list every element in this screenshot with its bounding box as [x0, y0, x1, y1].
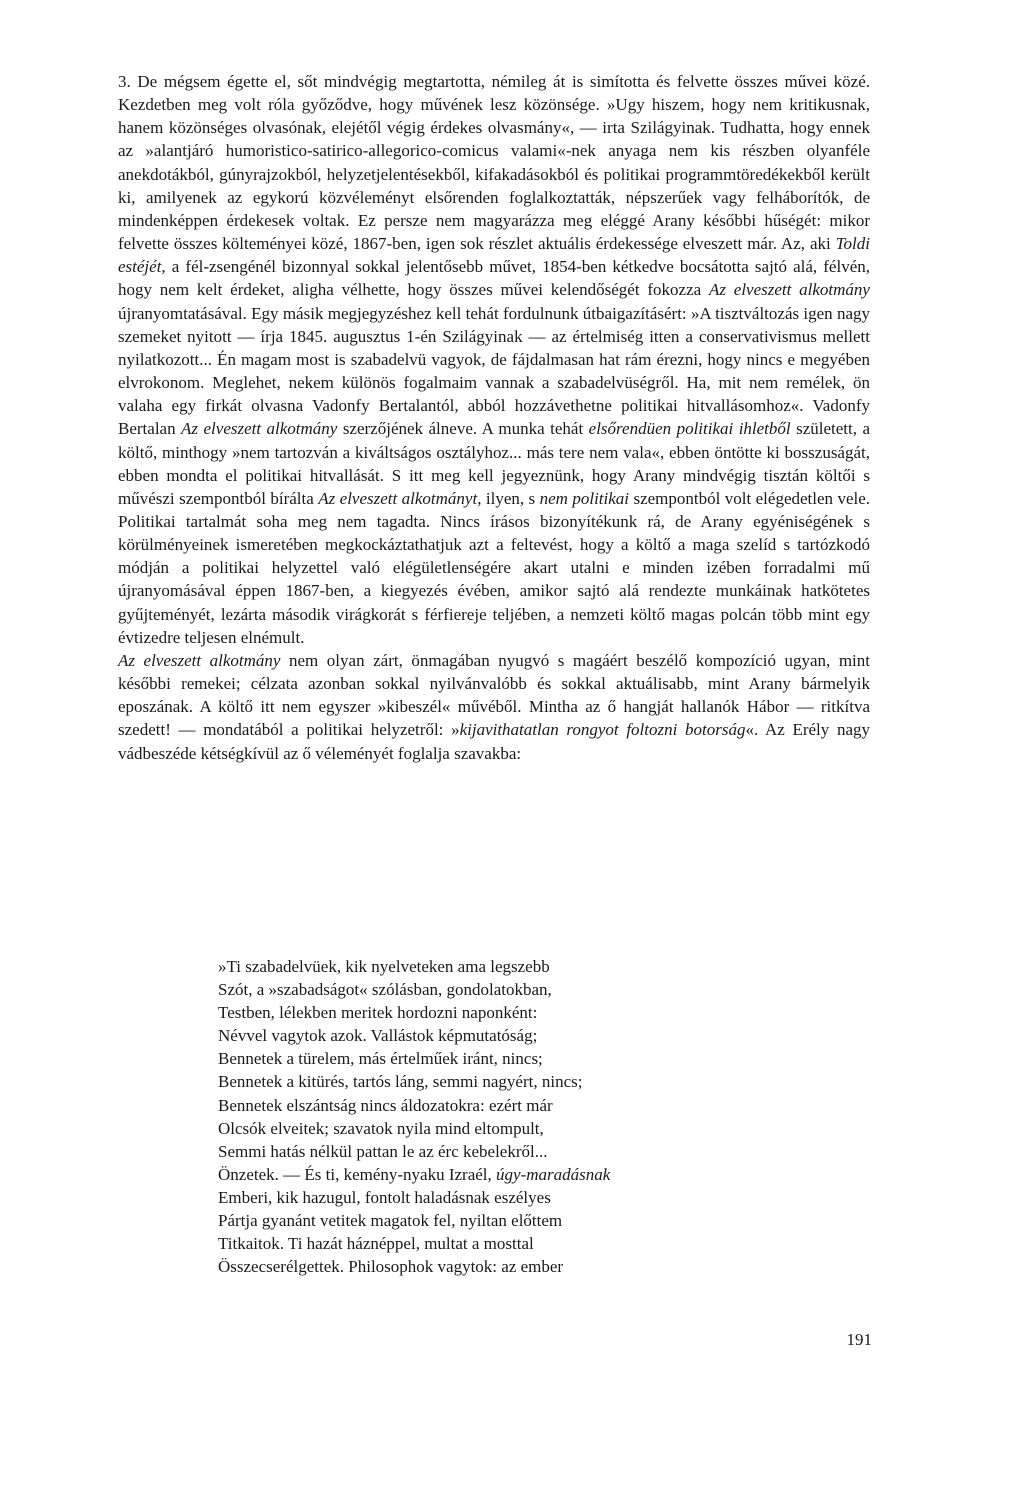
poem-line	[218, 1186, 610, 1209]
poem-quote	[218, 955, 610, 1278]
poem-line	[218, 1094, 610, 1117]
page-body	[118, 70, 870, 765]
poem-line	[218, 1117, 610, 1140]
italic-phrase: Az elveszett alkotmány	[181, 419, 338, 439]
italic-phrase: elsőrendüen politikai ihletből	[588, 419, 791, 439]
italic-phrase: Az elveszett alkotmány	[708, 280, 870, 300]
poem-line-text: Névvel vagytok azok. Vallástok képmutatóság;	[218, 1026, 538, 1046]
poem-line-text: Szót, a »szabadságot« szólásban, gondolatokban,	[218, 980, 552, 1000]
poem-line	[218, 1024, 610, 1047]
page-number: 191	[846, 1330, 872, 1349]
poem-line	[218, 1070, 610, 1093]
italic-phrase: Az elveszett alkotmány	[118, 650, 281, 670]
poem-line-text: Önzetek. — És ti, kemény-nyaku Izraél,	[218, 1164, 497, 1184]
italic-phrase: Toldi estéjét	[118, 234, 870, 277]
italic-phrase: nem politikai	[539, 488, 630, 508]
text-run: újranyomtatásával. Egy másik megjegyzéshez kell tehát fordulnunk útbaigazításért: »A tisztváltozás igen nagy szemeket nyitott — írja 1845. augusztus 1-én Szilágyinak — az értelmiség itten a conservativismus mellett nyilatkozott... Én magam most is szabadelvü vagyok, de fájdalmasan hat rám érezni, hogy nincs e megyében elvrokonom. Meglehet, nekem különös fogalmaim vannak a szabadelvüségről. Ha, mit nem remélek, ön valaha egy firkát olvasna Vadonfy Bertalantól, abból hozzávethetne politikai hitvallásomhoz«. Vadonfy Bertalan	[118, 303, 870, 439]
poem-line-text: Titkaitok. Ti hazát háznéppel, multat a mosttal	[218, 1234, 534, 1254]
text-run: , a fél-zsengénél bizonnyal sokkal jelentősebb művet, 1854-ben kétkedve bocsátotta sajtó alá, félvén, hogy nem kelt érdeket, aligha vélhette, hogy összes művei kelendőségét fokozza	[118, 257, 870, 300]
paragraph-main	[118, 70, 870, 649]
poem-line-text: Testben, lélekben meritek hordozni naponként:	[218, 1003, 538, 1023]
poem-line-text: Semmi hatás nélkül pattan le az érc kebelekről...	[218, 1141, 548, 1161]
poem-line-text: Olcsók elveitek; szavatok nyila mind eltompult,	[218, 1118, 544, 1138]
poem-line-text: Bennetek elszántság nincs áldozatokra: ezért már	[218, 1095, 553, 1115]
poem-line-text: Bennetek a kitürés, tartós láng, semmi nagyért, nincs;	[218, 1072, 583, 1092]
poem-line	[218, 1140, 610, 1163]
italic-phrase: úgy-maradásnak	[496, 1164, 611, 1184]
text-run: szempontból volt elégedetlen vele. Politikai tartalmát soha meg nem tagadta. Nincs írásos bizonyítékunk rá, de Arany egyéniségének s körülményeinek ismeretében megkockáztathatjuk azt a feltevést, hogy a költő a maga szelíd s tartózkodó módján a politikai helyzettel való elégületlenségére akart utalni e minden izében forradalmi mű újranyomásával éppen 1867-ben, a kiegyezés évében, amikor sajtó alá rendezte munkáinak hatkötetes gyűjteményét, lezárta második virágkorát s férfiereje teljében, a nemzeti költő magas polcán több mint egy évtizedre teljesen elnémult.	[118, 488, 871, 647]
poem-line	[218, 1047, 610, 1070]
poem-line	[218, 978, 610, 1001]
poem-line	[218, 1001, 610, 1024]
poem-line-text: Összecserélgettek. Philosophok vagytok: az ember	[218, 1257, 564, 1277]
italic-phrase: kijavithatatlan rongyot foltozni botorság	[459, 720, 746, 740]
text-run: 3. De mégsem égette el, sőt mindvégig megtartotta, némileg át is simította és felvette összes művei közé. Kezdetben meg volt róla győződve, hogy művének lesz közönsége. »Ugy hiszem, hogy nem kritikusnak, hanem közönséges olvasónak, elejétől végig érdekes olvasmány«, — irta Szilágyinak. Tudhatta, hogy ennek az »alantjáró humoristico-satirico-allegorico-comicus valami«-nek anyaga nem kis részben olyanféle anekdotákból, gúnyrajzokból, helyzetjelentésekből, kifakadásokból és politikai programmtöredékekből került ki, amilyenek az egykorú közvéleményt elsőrenden foglalkoztatták, népszerűek vagy felháborítók, de mindenképpen érdekesek voltak. Ez persze nem magyarázza meg eléggé Arany későbbi hűségét: mikor felvette összes költeményei közé, 1867-ben, igen sok részlet aktuális érdekessége elveszett már. Az, aki	[118, 72, 870, 254]
poem-line	[218, 1163, 610, 1186]
text-run: szerzőjének álneve. A munka tehát	[337, 419, 589, 439]
poem-line	[218, 1232, 610, 1255]
paragraph-second	[118, 649, 870, 765]
poem-line-text: »Ti szabadelvüek, kik nyelveteken ama legszebb	[218, 957, 550, 976]
poem-line-text: Emberi, kik hazugul, fontolt haladásnak eszélyes	[218, 1187, 551, 1207]
poem-line-text: Pártja gyanánt vetitek magatok fel, nyiltan előttem	[218, 1211, 563, 1231]
text-run: nem olyan zárt, önmagában nyugvó s magáért beszélő kompozíció ugyan, mint későbbi remekei; célzata azonban sokkal nyilvánvalóbb és sokkal aktuálisabb, mint Arany bármelyik eposzának. A költő itt nem egyszer »kibeszél« művéből. Mintha az ő hangját hallanók Hábor — ritkítva szedett! — mondatából a politikai helyzetről: »	[118, 650, 870, 740]
text-run: , ilyen, s	[477, 488, 540, 508]
text-run: született, a költő, minthogy »nem tartozván a kiváltságos osztályhoz... más tere nem vala«, ebben öntötte ki bosszuságát, ebben mondta el politikai hitvallását. S itt meg kell jegyeznünk, hogy Arany mindvégig tisztán költői s művészi szempontból bírálta	[118, 419, 870, 508]
poem-line	[218, 955, 610, 978]
poem-line	[218, 1255, 610, 1278]
poem-line-text: Bennetek a türelem, más értelműek iránt, nincs;	[218, 1049, 543, 1069]
text-run: «. Az Erély nagy vádbeszéde kétségkívül az ő véleményét foglalja szavakba:	[118, 720, 871, 763]
poem-line	[218, 1209, 610, 1232]
italic-phrase: Az elveszett alkotmányt	[318, 488, 478, 508]
